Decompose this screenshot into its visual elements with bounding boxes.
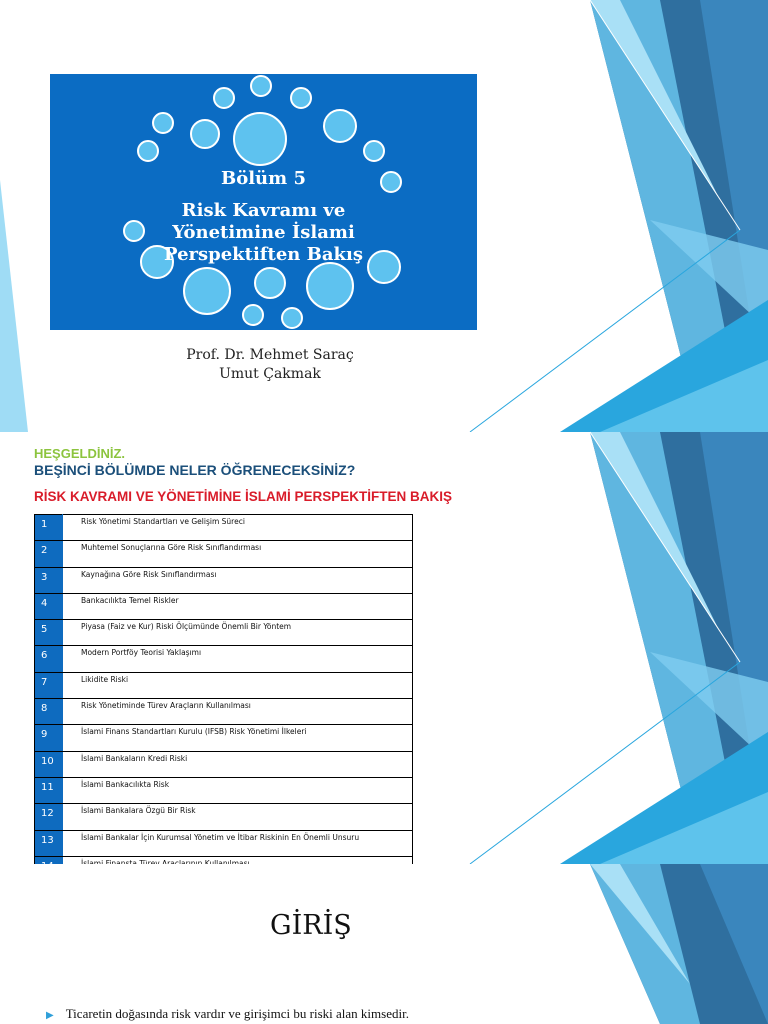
topic-number: 10 — [35, 751, 63, 777]
topic-title: Kaynağına Göre Risk Sınıflandırması — [63, 567, 413, 593]
topic-number: 1 — [35, 515, 63, 541]
topic-number: 13 — [35, 830, 63, 856]
table-row — [35, 725, 413, 751]
topic-title: Modern Portföy Teorisi Yaklaşımı — [63, 646, 413, 672]
topic-title: Piyasa (Faiz ve Kur) Riski Ölçümünde Önemli Bir Yöntem — [63, 620, 413, 646]
topic-title: Risk Yönetiminde Türev Araçların Kullanılması — [63, 699, 413, 725]
title-line-2: Yönetimine İslami — [172, 222, 355, 243]
chapter-number: Bölüm 5 — [221, 168, 306, 189]
title-line-3: Perspektiften Bakış — [164, 244, 363, 265]
table-row — [35, 567, 413, 593]
table-row — [35, 593, 413, 619]
topic-number: 3 — [35, 567, 63, 593]
table-row — [35, 672, 413, 698]
topic-title: İslami Bankaların Kredi Riski — [63, 751, 413, 777]
topic-number: 9 — [35, 725, 63, 751]
topic-title: Likidite Riski — [63, 672, 413, 698]
table-row — [35, 699, 413, 725]
table-row — [35, 751, 413, 777]
slide-heading: GİRİŞ — [270, 910, 352, 941]
topic-number: 11 — [35, 777, 63, 803]
table-row — [35, 620, 413, 646]
decorative-background — [0, 864, 768, 1024]
section-question: BEŞİNCİ BÖLÜMDE NELER ÖĞRENECEKSİNİZ? — [34, 462, 356, 478]
topic-number: 8 — [35, 699, 63, 725]
topic-number: 7 — [35, 672, 63, 698]
title-text — [0, 168, 527, 266]
author-1: Prof. Dr. Mehmet Saraç — [186, 347, 354, 363]
table-row — [35, 804, 413, 830]
topic-number: 5 — [35, 620, 63, 646]
table-row — [35, 541, 413, 567]
author-2: Umut Çakmak — [219, 366, 321, 382]
bullet-text: Ticaretin doğasında risk vardır ve girişimci bu riski alan kimsedir. — [65, 1006, 409, 1021]
topic-title: Risk Yönetimi Standartları ve Gelişim Süreci — [63, 515, 413, 541]
topic-title: Muhtemel Sonuçlarına Göre Risk Sınıflandırması — [63, 541, 413, 567]
topic-number: 12 — [35, 804, 63, 830]
bullet-item — [46, 1006, 409, 1022]
table-row — [35, 515, 413, 541]
topic-title: İslami Finans Standartları Kurulu (IFSB) Risk Yönetimi İlkeleri — [63, 725, 413, 751]
welcome-text: HEŞGELDİNİZ. — [34, 446, 126, 461]
table-row — [35, 777, 413, 803]
title-line-1: Risk Kavramı ve — [181, 200, 346, 221]
table-row — [35, 830, 413, 856]
chapter-subtitle: RİSK KAVRAMI VE YÖNETİMİNE İSLAMİ PERSPEKTİFTEN BAKIŞ — [34, 489, 453, 504]
contents-slide — [0, 432, 768, 864]
topic-title: İslami Bankalar İçin Kurumsal Yönetim ve İtibar Riskinin En Önemli Unsuru — [63, 830, 413, 856]
topic-title: İslami Bankalara Özgü Bir Risk — [63, 804, 413, 830]
topics-table — [34, 514, 413, 883]
authors — [120, 346, 420, 384]
topic-title: İslami Bankacılıkta Risk — [63, 777, 413, 803]
topic-title: Bankacılıkta Temel Riskler — [63, 593, 413, 619]
table-row — [35, 646, 413, 672]
bullet-arrow-icon: ▶ — [46, 1010, 54, 1021]
intro-slide — [0, 864, 768, 1024]
topic-number: 2 — [35, 541, 63, 567]
title-slide — [0, 0, 768, 432]
topic-number: 4 — [35, 593, 63, 619]
topic-number: 6 — [35, 646, 63, 672]
